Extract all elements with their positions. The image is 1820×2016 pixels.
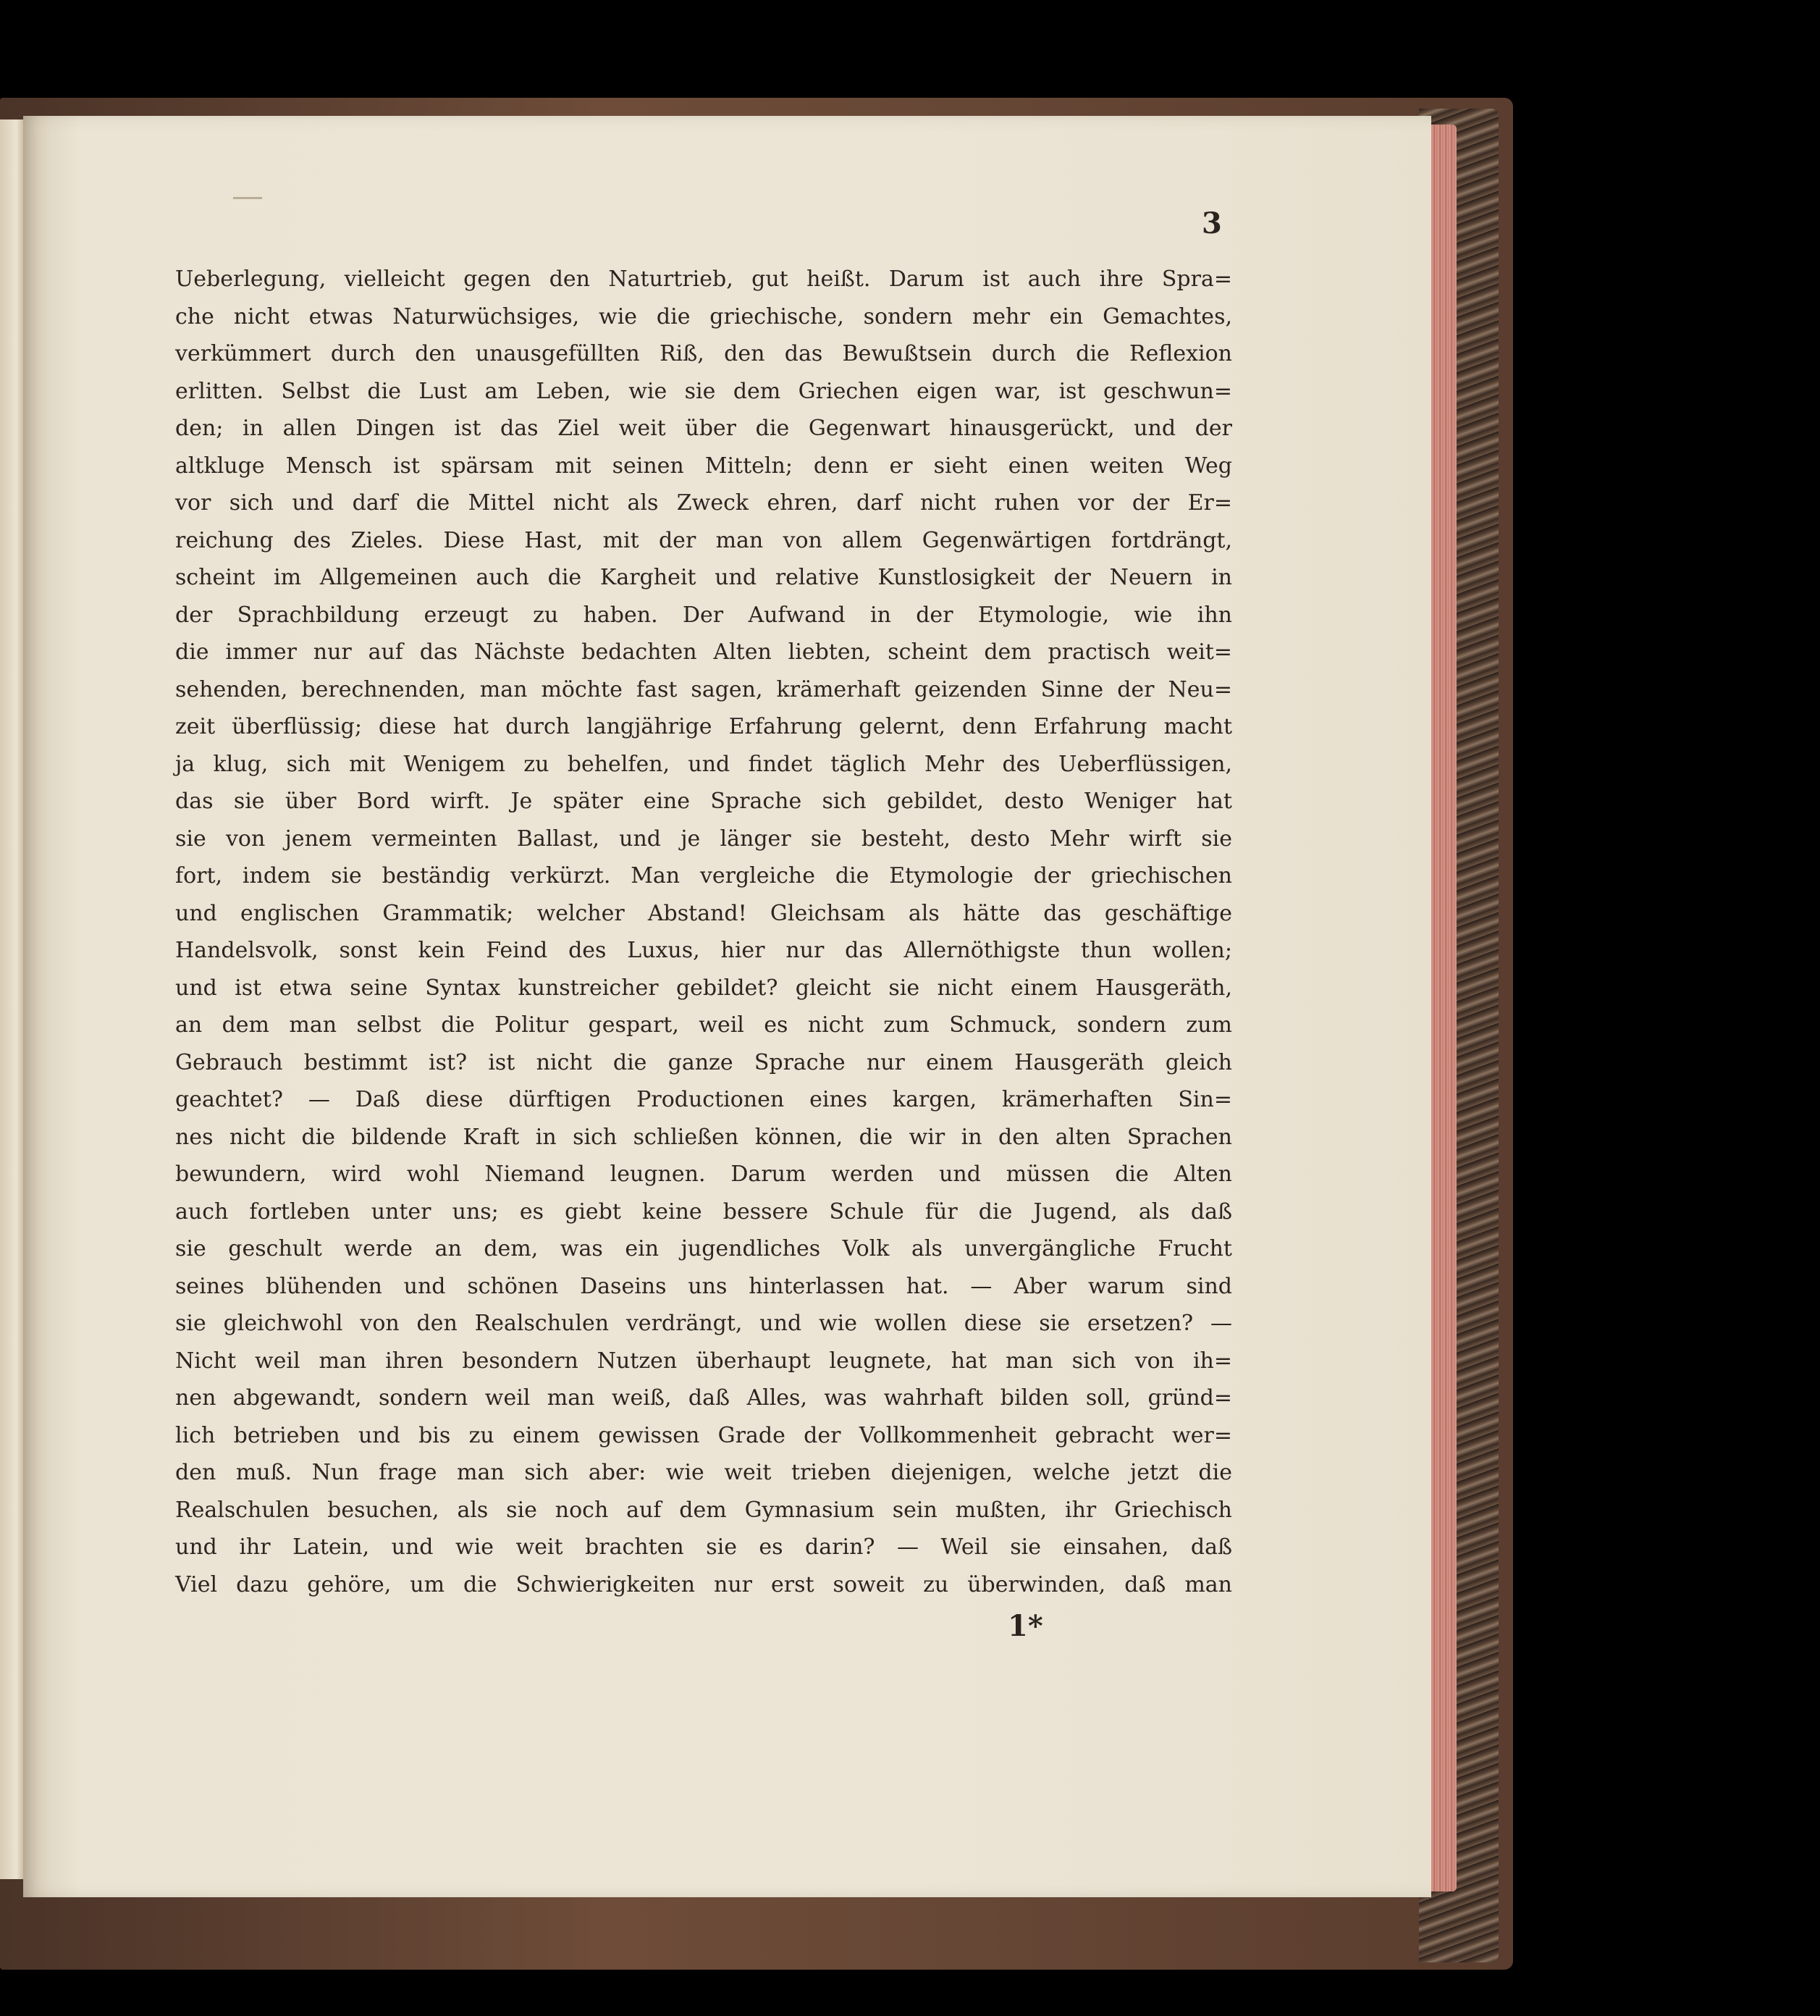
text-line: Realschulen besuchen, als sie noch auf dem Gymnasium sein mußten, ihr Griechisch	[175, 1497, 1232, 1523]
text-line: der Sprachbildung erzeugt zu haben. Der Aufwand in der Etymologie, wie ihn	[175, 602, 1232, 628]
text-line: sie von jenem vermeinten Ballast, und je länger sie besteht, desto Mehr wirft sie	[175, 826, 1232, 852]
text-line: Gebrauch bestimmt ist? ist nicht die ganze Sprache nur einem Hausgeräth gleich	[175, 1049, 1232, 1075]
text-line: bewundern, wird wohl Niemand leugnen. Darum werden und müssen die Alten	[175, 1162, 1232, 1187]
text-line: lich betrieben und bis zu einem gewissen Grade der Vollkommenheit gebracht wer=	[175, 1422, 1232, 1448]
text-line: nen abgewandt, sondern weil man weiß, daß Alles, was wahrhaft bilden soll, gründ=	[175, 1385, 1232, 1411]
text-line: Nicht weil man ihren besondern Nutzen überhaupt leugnete, hat man sich von ih=	[175, 1348, 1232, 1374]
text-line: erlitten. Selbst die Lust am Leben, wie sie dem Griechen eigen war, ist geschwun=	[175, 378, 1232, 404]
text-line: sie gleichwohl von den Realschulen verdrängt, und wie wollen diese sie ersetzen? —	[175, 1311, 1232, 1336]
text-line: das sie über Bord wirft. Je später eine Sprache sich gebildet, desto Weniger hat	[175, 789, 1232, 814]
text-line: che nicht etwas Naturwüchsiges, wie die griechische, sondern mehr ein Gemachtes,	[175, 303, 1232, 329]
text-line: zeit überflüssig; diese hat durch langjährige Erfahrung gelernt, denn Erfahrung macht	[175, 714, 1232, 739]
text-line: altkluge Mensch ist spärsam mit seinen Mitteln; denn er sieht einen weiten Weg	[175, 453, 1232, 479]
text-line: und englischen Grammatik; welcher Abstand! Gleichsam als hätte das geschäftige	[175, 900, 1232, 926]
pencil-mark	[233, 197, 262, 199]
body-text	[175, 261, 1232, 1603]
text-line: reichung des Zieles. Diese Hast, mit der man von allem Gegenwärtigen fortdrängt,	[175, 527, 1232, 553]
left-page-sliver	[0, 119, 23, 1879]
text-line: Handelsvolk, sonst kein Feind des Luxus, hier nur das Allernöthigste thun wollen;	[175, 938, 1232, 963]
text-line: den; in allen Dingen ist das Ziel weit über die Gegenwart hinausgerückt, und der	[175, 416, 1232, 441]
text-line: ja klug, sich mit Wenigem zu behelfen, und findet täglich Mehr des Ueberflüssigen,	[175, 751, 1232, 777]
text-line: fort, indem sie beständig verkürzt. Man vergleiche die Etymologie der griechischen	[175, 863, 1232, 889]
text-line: vor sich und darf die Mittel nicht als Zweck ehren, darf nicht ruhen vor der Er=	[175, 490, 1232, 516]
text-line: auch fortleben unter uns; es giebt keine bessere Schule für die Jugend, als daß	[175, 1198, 1232, 1225]
page-number: 3	[1202, 206, 1222, 240]
text-line: Ueberlegung, vielleicht gegen den Naturtrieb, gut heißt. Darum ist auch ihre Spra=	[175, 266, 1232, 292]
text-line: scheint im Allgemeinen auch die Kargheit und relative Kunstlosigkeit der Neuern in	[175, 565, 1232, 590]
text-line: sie geschult werde an dem, was ein jugendliches Volk als unvergängliche Frucht	[175, 1236, 1232, 1261]
signature-mark: 1*	[1008, 1609, 1043, 1643]
text-line: Viel dazu gehöre, um die Schwierigkeiten nur erst soweit zu überwinden, daß man	[175, 1571, 1232, 1597]
text-line: geachtet? — Daß diese dürftigen Productionen eines kargen, krämerhaften Sin=	[175, 1087, 1232, 1112]
text-line: und ist etwa seine Syntax kunstreicher gebildet? gleicht sie nicht einem Hausgeräth,	[175, 975, 1232, 1001]
text-line: verkümmert durch den unausgefüllten Riß, den das Bewußtsein durch die Reflexion	[175, 341, 1232, 366]
text-line: nes nicht die bildende Kraft in sich schließen können, die wir in den alten Sprachen	[175, 1124, 1232, 1150]
text-line: an dem man selbst die Politur gespart, weil es nicht zum Schmuck, sondern zum	[175, 1012, 1232, 1038]
text-line: sehenden, berechnenden, man möchte fast sagen, krämerhaft geizenden Sinne der Neu=	[175, 676, 1232, 702]
text-line: und ihr Latein, und wie weit brachten sie es darin? — Weil sie einsahen, daß	[175, 1534, 1232, 1560]
text-line: die immer nur auf das Nächste bedachten Alten liebten, scheint dem practisch weit=	[175, 639, 1232, 665]
text-line: seines blühenden und schönen Daseins uns hinterlassen hat. — Aber warum sind	[175, 1273, 1232, 1299]
text-line: den muß. Nun frage man sich aber: wie weit trieben diejenigen, welche jetzt die	[175, 1460, 1232, 1485]
